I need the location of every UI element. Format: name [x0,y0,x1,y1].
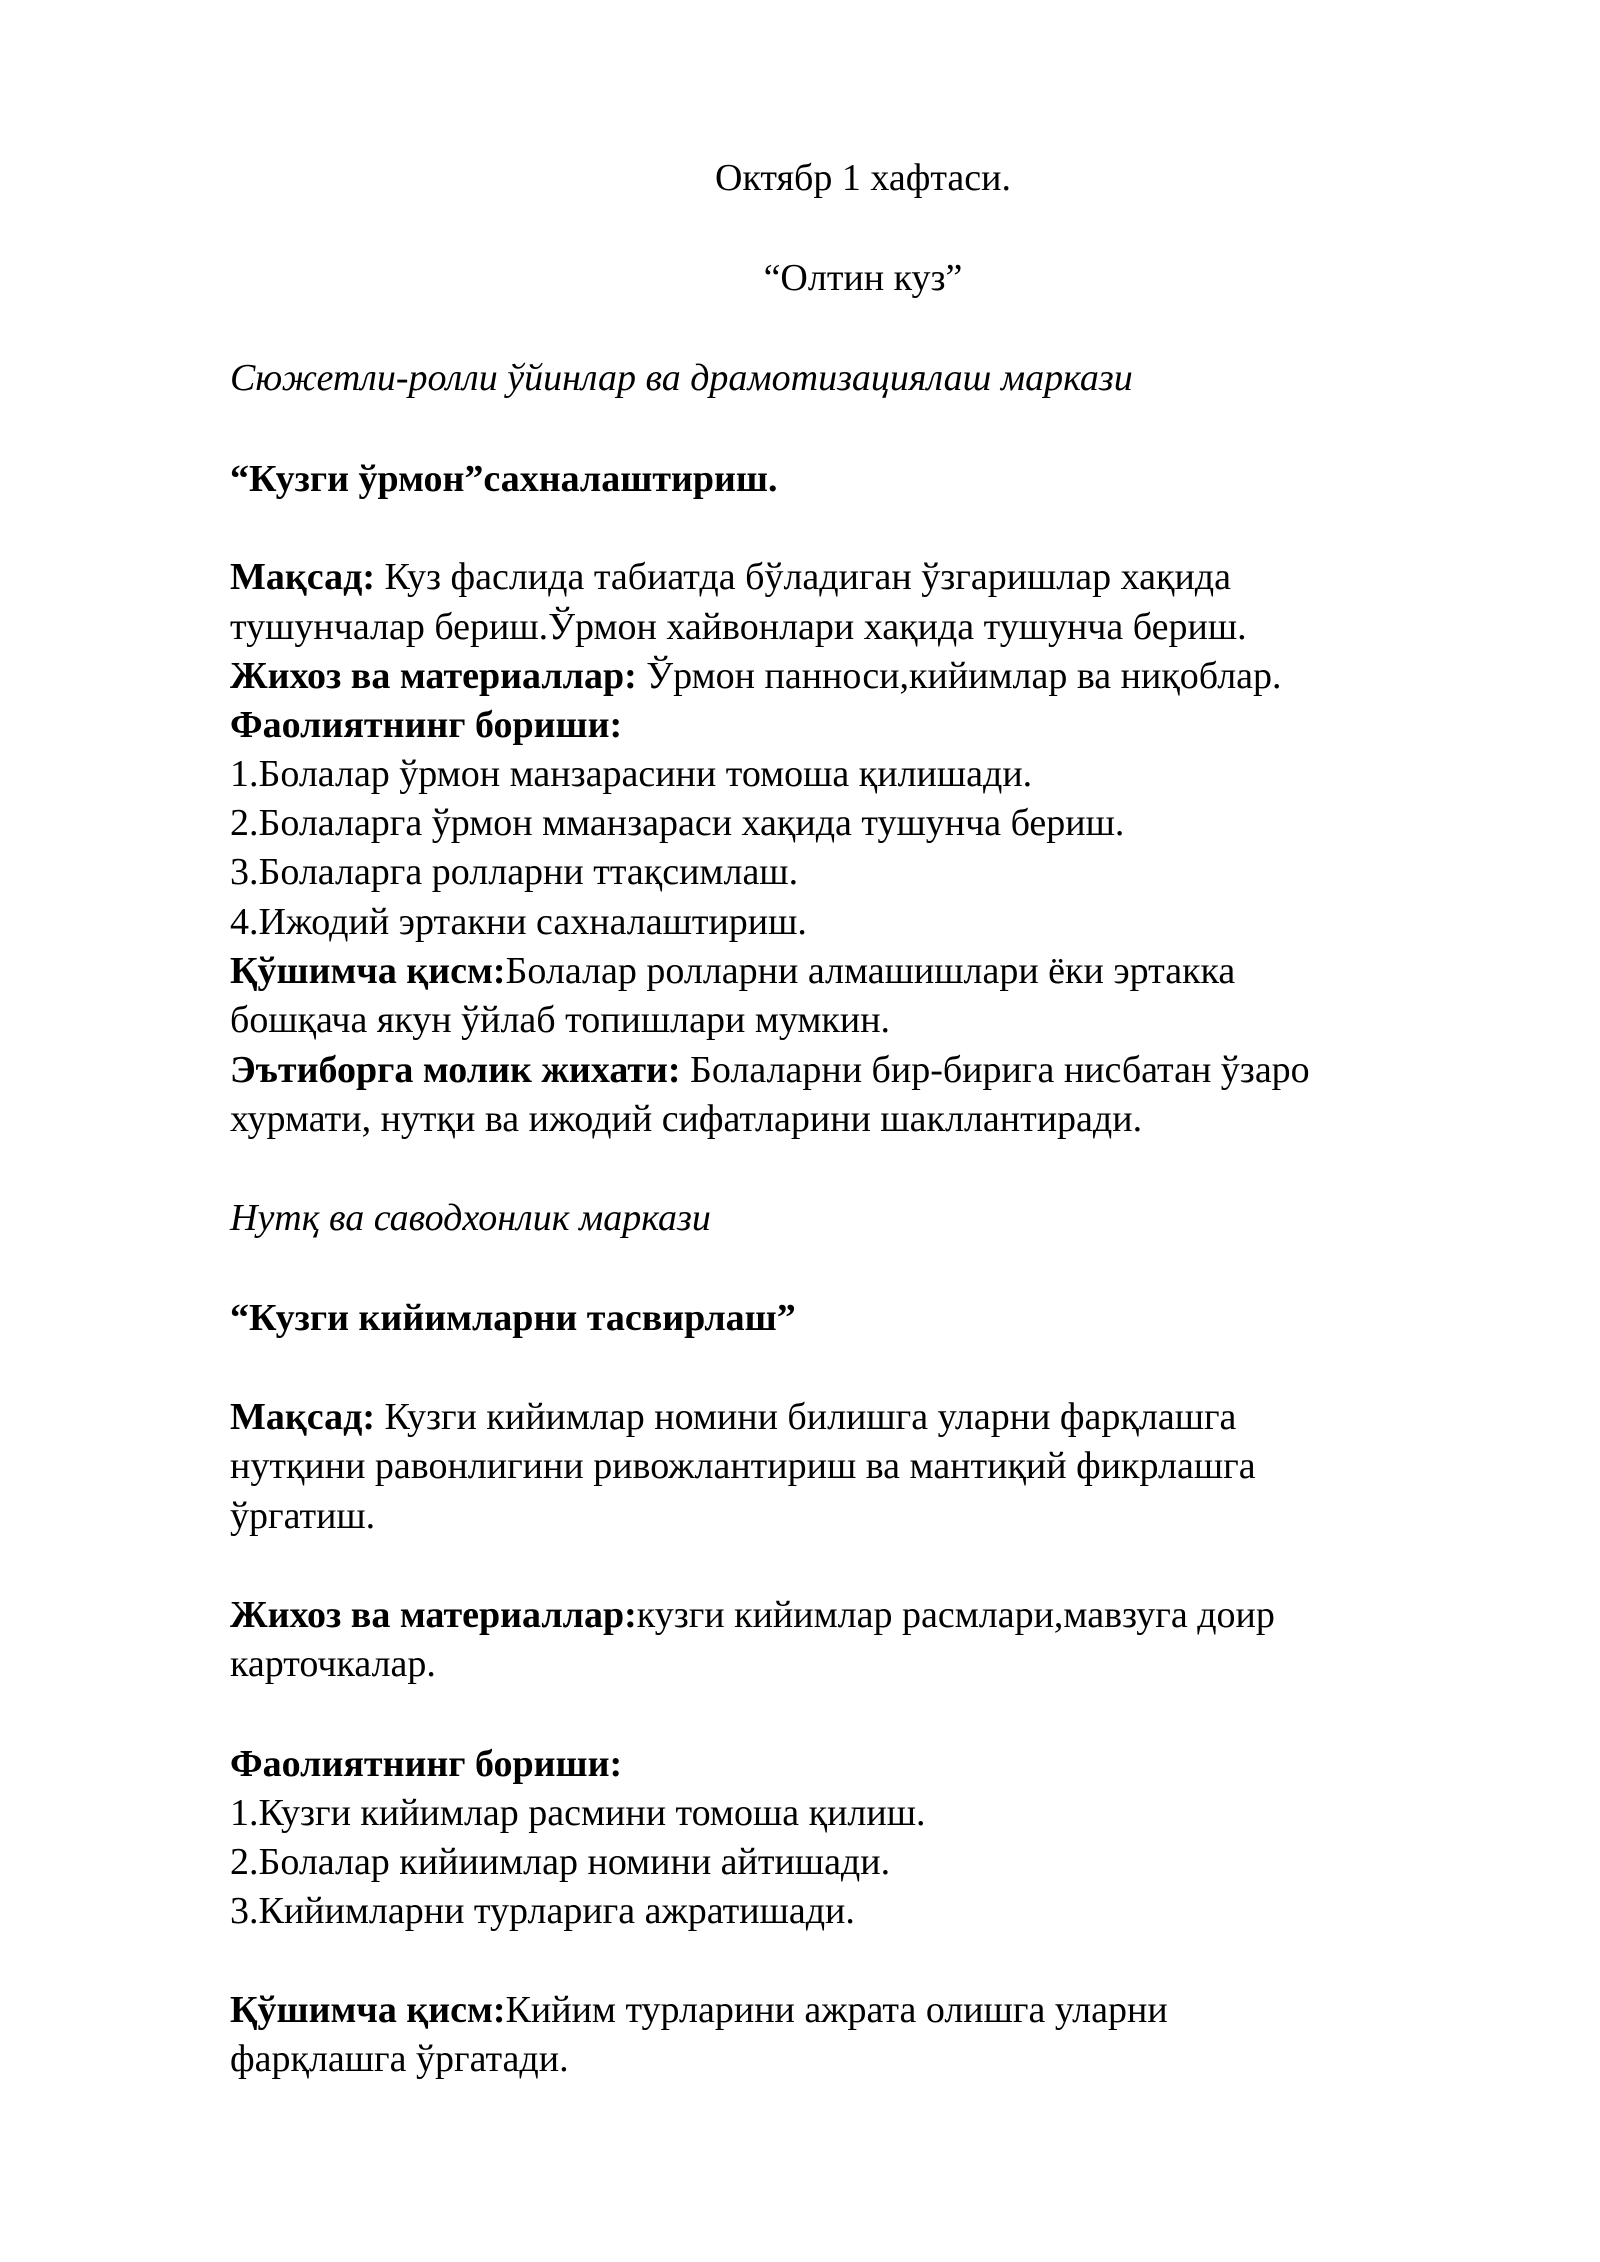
section1-goal-text-1: Куз фаслида табиатда бўладиган ўзгаришлар хақида [374,556,1231,598]
section1-attention-label: Эътиборга молик жихати: [230,1049,681,1091]
section1-equipment-text: Ўрмон панноси,кийимлар ва ниқоблар. [636,655,1282,697]
section2-equipment-line-1 [230,1591,1275,1639]
section2-goal-label: Мақсад: [230,1396,375,1438]
section1-center-name: Сюжетли-ролли ўйинлар ва драмотизациялаш маркази [230,357,1133,399]
section2-process-label: Фаолиятнинг бориши: [230,1743,623,1785]
theme-heading: “Олтин куз” [763,257,963,299]
section2-extra-line-1 [230,1986,1168,2034]
section2-goal-line-1 [230,1393,1236,1441]
section1-extra-line-2: бошқача якун ўйлаб топишлари мумкин. [230,999,891,1041]
section2-equipment-text-1: кузги кийимлар расмлари,мавзуга доир [636,1594,1275,1636]
section2-equipment-label: Жихоз ва материаллар: [230,1594,637,1636]
section2-step: 3.Кийимларни турларига ажратишади. [230,1890,855,1932]
section1-extra-line-1 [230,947,1235,995]
section1-attention-line-2: хурмати, нутқи ва ижодий сифатларини шакллантиради. [230,1098,1143,1140]
section2-step: 2.Болалар кийиимлар номини айтишади. [230,1841,891,1883]
section1-activity-title: “Кузги ўрмон”сахналаштириш. [230,458,778,500]
section1-equipment-label: Жихоз ва материаллар: [230,655,637,697]
section2-center-name: Нутқ ва саводхонлик маркази [230,1197,711,1239]
section1-step: 3.Болаларга ролларни ттақсимлаш. [230,851,799,893]
section1-step: 4.Ижодий эртакни сахналаштириш. [230,901,807,943]
section1-attention-line-1 [230,1046,1310,1094]
section1-step: 2.Болаларга ўрмон мманзараси хақида тушунча бериш. [230,802,1125,844]
section1-extra-text-1: Болалар ролларни алмашишлари ёки эртакка [505,950,1236,992]
section2-goal-line-2: нутқини равонлигини ривожлантириш ва мантиқий фикрлашга [230,1445,1256,1487]
section1-goal-label: Мақсад: [230,556,375,598]
section2-goal-text-1: Кузги кийимлар номини билишга уларни фарқлашга [374,1396,1237,1438]
section1-goal-line-1 [230,553,1231,601]
section2-goal-line-3: ўргатиш. [230,1495,376,1537]
week-heading: Октябр 1 хафтаси. [715,157,1011,199]
section1-process-label: Фаолиятнинг бориши: [230,704,623,746]
section1-equipment-line [230,652,1282,700]
section1-attention-text-1: Болаларни бир-бирига нисбатан ўзаро [680,1049,1310,1091]
section2-extra-label: Қўшимча қисм: [230,1989,506,2031]
section2-extra-text-1: Кийим турларини ажрата олишга уларни [505,1989,1168,2031]
section1-extra-label: Қўшимча қисм: [230,950,506,992]
section2-equipment-line-2: карточкалар. [230,1643,436,1685]
section1-step: 1.Болалар ўрмон манзарасини томоша қилишади. [230,753,1033,795]
section2-activity-title: “Кузги кийимларни тасвирлаш” [230,1297,796,1339]
section1-goal-line-2: тушунчалар бериш.Ўрмон хайвонлари хақида тушунча бериш. [230,606,1247,648]
section2-extra-line-2: фарқлашга ўргатади. [230,2038,569,2080]
section2-step: 1.Кузги кийимлар расмини томоша қилиш. [230,1792,926,1834]
